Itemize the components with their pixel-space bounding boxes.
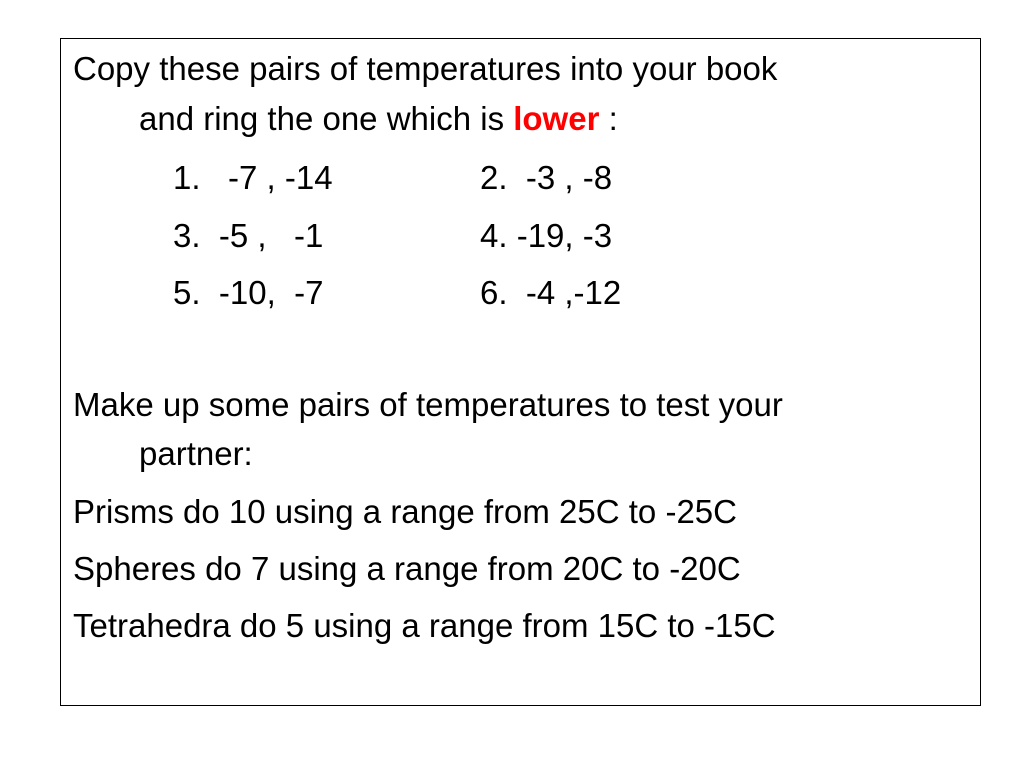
group-spheres: Spheres do 7 using a range from 20C to -20C xyxy=(73,550,741,587)
pair-values: -19, -3 xyxy=(516,217,613,254)
instruction-line-2 xyxy=(139,99,618,139)
pair-item-4 xyxy=(480,216,612,256)
pair-label: 3. xyxy=(173,217,201,254)
instruction-text: and ring the one which is xyxy=(139,100,514,137)
pair-item-6 xyxy=(480,273,621,313)
pair-label: 6. xyxy=(480,274,508,311)
instruction-colon: : xyxy=(599,100,618,137)
pair-item-3 xyxy=(173,216,323,256)
partner-line-2: partner: xyxy=(139,435,253,472)
pair-label: 5. xyxy=(173,274,201,311)
group-prisms: Prisms do 10 using a range from 25C to -25C xyxy=(73,493,737,530)
pair-item-1 xyxy=(173,158,333,198)
pair-values: -4 ,-12 xyxy=(525,274,622,311)
pair-values: -7 , -14 xyxy=(218,159,333,196)
pair-label: 2. xyxy=(480,159,508,196)
pair-label: 4. xyxy=(480,217,508,254)
pair-values: -5 , -1 xyxy=(218,217,324,254)
pair-values: -10, -7 xyxy=(218,274,324,311)
pair-values: -3 , -8 xyxy=(525,159,613,196)
pair-item-2 xyxy=(480,158,612,198)
pair-item-5 xyxy=(173,273,323,313)
group-tetrahedra: Tetrahedra do 5 using a range from 15C to -15C xyxy=(73,607,776,644)
pair-label: 1. xyxy=(173,159,201,196)
highlight-word-lower: lower xyxy=(513,100,600,137)
partner-line-1: Make up some pairs of temperatures to test your xyxy=(73,386,783,423)
instruction-line-1: Copy these pairs of temperatures into your book xyxy=(73,50,778,87)
